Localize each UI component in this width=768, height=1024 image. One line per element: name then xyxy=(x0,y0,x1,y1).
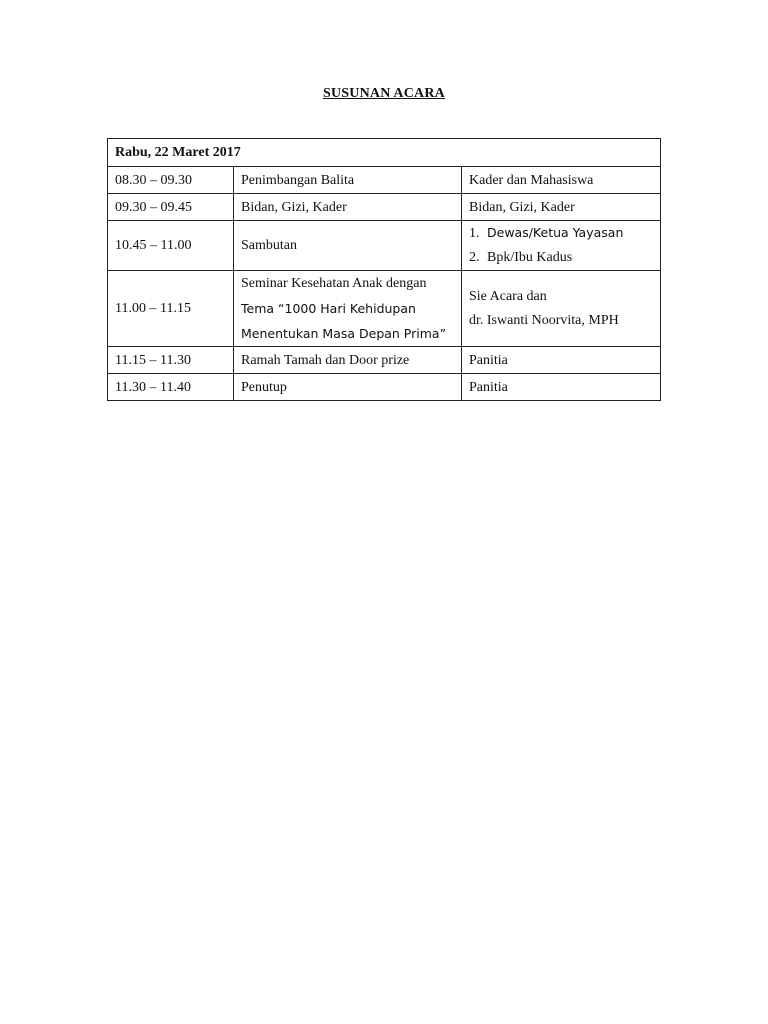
activity-cell: Penimbangan Balita xyxy=(234,167,462,194)
list-text: Bpk/Ibu Kadus xyxy=(487,250,573,265)
table-row xyxy=(108,374,661,401)
table-row xyxy=(108,194,661,221)
list-text: Dewas/Ketua Yayasan xyxy=(487,225,624,240)
page-title: SUSUNAN ACARA xyxy=(322,86,445,101)
time-cell: 11.00 – 11.15 xyxy=(108,271,234,347)
list-item xyxy=(469,221,653,246)
time-cell: 11.15 – 11.30 xyxy=(108,347,234,374)
table-row xyxy=(108,347,661,374)
pic-cell xyxy=(462,271,661,347)
time-cell: 08.30 – 09.30 xyxy=(108,167,234,194)
date-header: Rabu, 22 Maret 2017 xyxy=(108,139,661,167)
activity-line: Tema “1000 Hari Kehidupan xyxy=(241,301,416,316)
list-number: 2. xyxy=(469,250,480,265)
activity-cell: Bidan, Gizi, Kader xyxy=(234,194,462,221)
pic-cell: Panitia xyxy=(462,374,661,401)
pic-cell: Kader dan Mahasiswa xyxy=(462,167,661,194)
pic-cell: Bidan, Gizi, Kader xyxy=(462,194,661,221)
date-header-row xyxy=(108,139,661,167)
time-cell: 10.45 – 11.00 xyxy=(108,221,234,271)
list-number: 1. xyxy=(469,226,480,241)
table-row xyxy=(108,167,661,194)
schedule-table xyxy=(107,138,661,401)
activity-cell xyxy=(234,271,462,347)
time-cell: 09.30 – 09.45 xyxy=(108,194,234,221)
activity-line: Seminar Kesehatan Anak dengan xyxy=(241,276,427,291)
activity-cell: Penutup xyxy=(234,374,462,401)
list-item xyxy=(469,246,653,270)
table-row xyxy=(108,271,661,347)
activity-cell: Ramah Tamah dan Door prize xyxy=(234,347,462,374)
activity-line: Menentukan Masa Depan Prima” xyxy=(241,326,447,341)
time-cell: 11.30 – 11.40 xyxy=(108,374,234,401)
activity-cell: Sambutan xyxy=(234,221,462,271)
pic-line: Sie Acara dan xyxy=(469,288,547,304)
table-row xyxy=(108,221,661,271)
pic-cell: Panitia xyxy=(462,347,661,374)
pic-line: dr. Iswanti Noorvita, MPH xyxy=(469,312,619,328)
pic-cell xyxy=(462,221,661,271)
